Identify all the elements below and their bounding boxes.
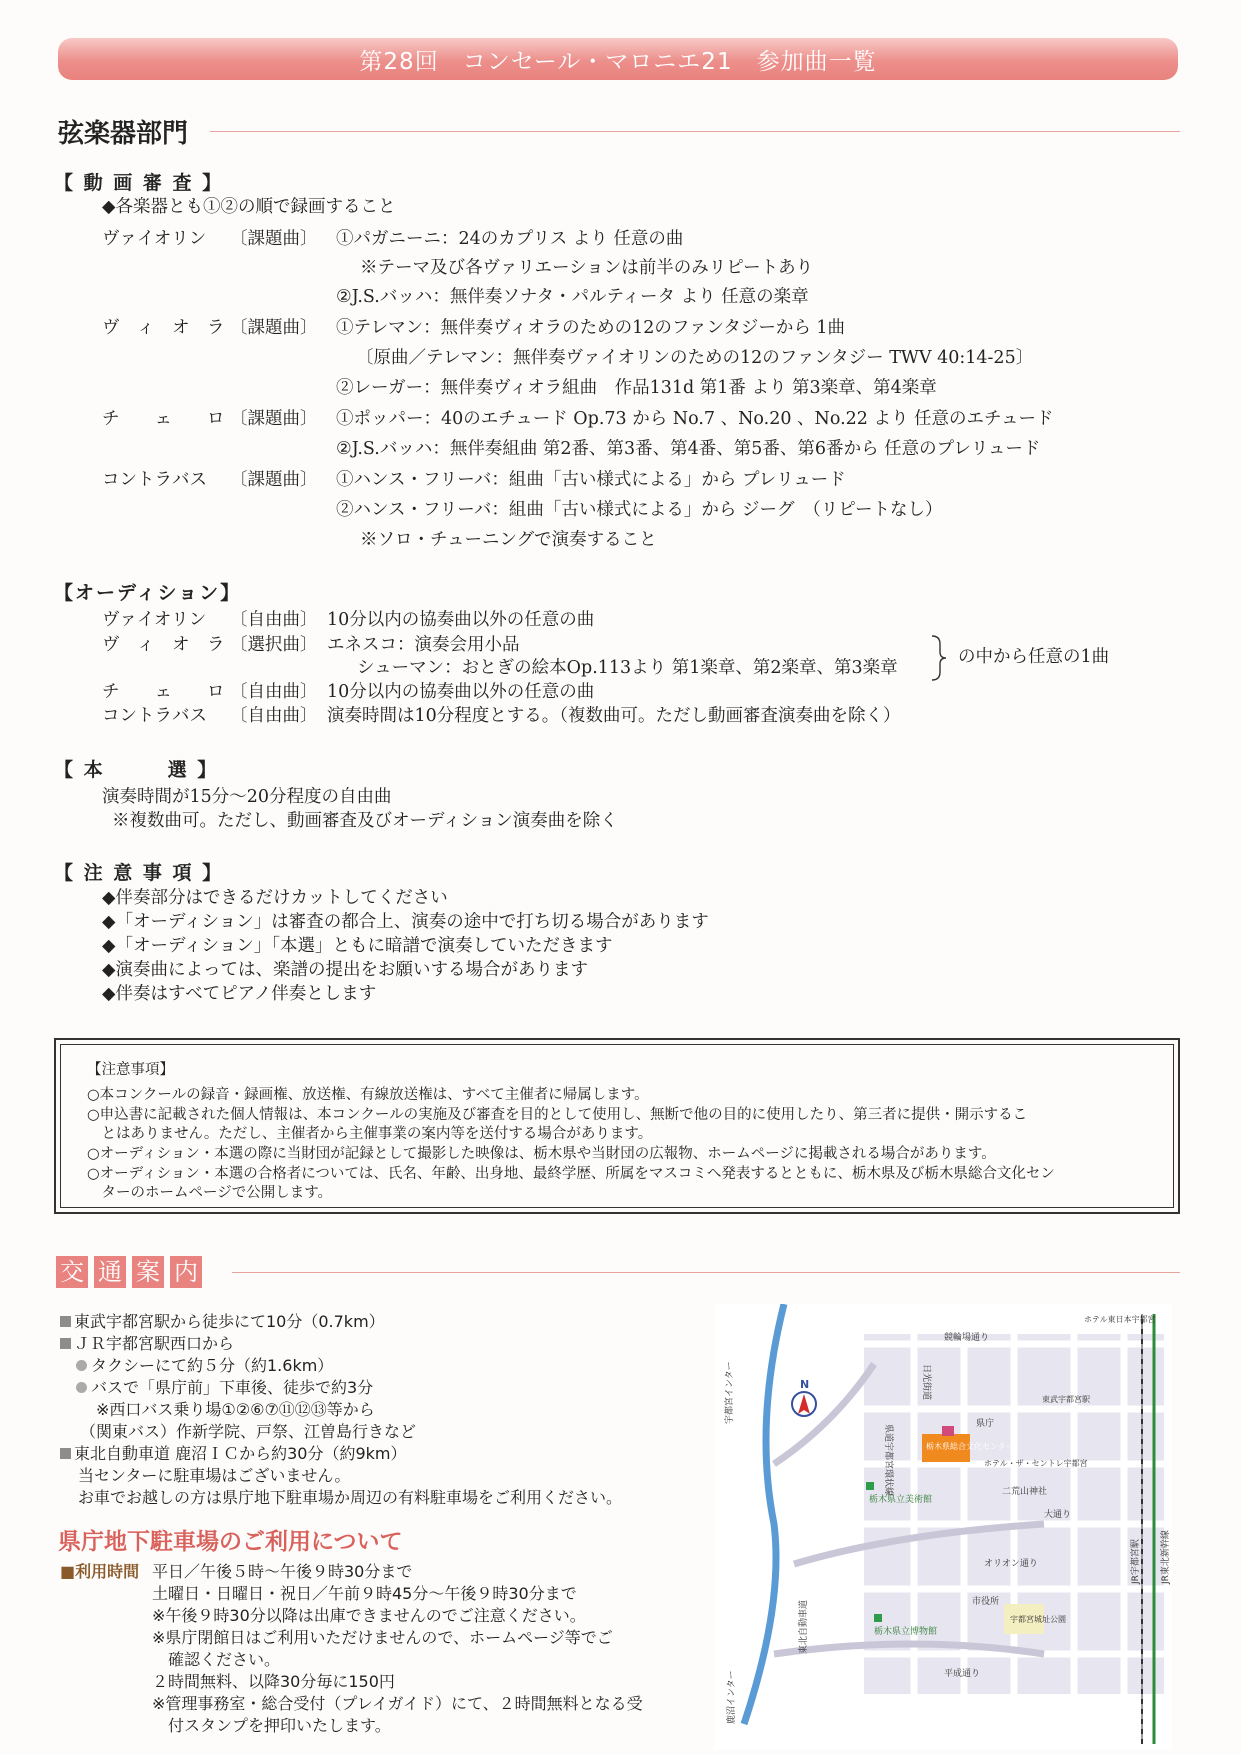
access-line: （関東バス）作新学院、戸祭、江曽島行きなど [80, 1422, 417, 1441]
access-title-char: 案 [132, 1256, 164, 1288]
audition-piece: 10分以内の協奏曲以外の任意の曲 [327, 610, 595, 630]
audition-piece: シューマン：おとぎの絵本Op.113より 第1楽章、第2楽章、第3楽章 [357, 658, 898, 678]
audition-type: 〔自由曲〕 [230, 706, 318, 726]
choice-brace [928, 634, 948, 682]
section-title: 弦楽器部門 [58, 119, 189, 149]
parking-line: ※管理事務室・総合受付（プレイガイド）にて、２時間無料となる受 [152, 1694, 643, 1713]
video-piece: ①テレマン：無伴奏ヴィオラのための12のファンタジーから 1曲 [336, 318, 846, 338]
notice-heading: 【注意事項】 [87, 1062, 174, 1078]
final-line: 演奏時間が15分～20分程度の自由曲 [102, 787, 392, 807]
access-rule [232, 1272, 1180, 1273]
access-title-char: 交 [56, 1256, 88, 1288]
notice-line: ○申込書に記載された個人情報は、本コンクールの実施及び審査を目的として使用し、無断で他の目的に使用したり、第三者に提供・開示するこ [87, 1107, 1028, 1123]
audition-piece: 演奏時間は10分程度とする。（複数曲可。ただし動画審査演奏曲を除く） [327, 706, 901, 726]
audition-piece: エネスコ：演奏会用小品 [327, 635, 520, 655]
parking-line: 付スタンプを押印いたします。 [152, 1716, 391, 1735]
parking-line: ２時間無料、以降30分毎に150円 [152, 1672, 395, 1691]
video-heading: 【 動 画 審 査 】 [54, 172, 224, 194]
notice-line: とはありません。ただし、主催者から主催事業の案内等を送付する場合があります。 [87, 1126, 653, 1142]
map-label: 市役所 [972, 1597, 1000, 1607]
map-label: 東北自動車道 [799, 1599, 809, 1654]
parking-line: 平日／午後５時～午後９時30分まで [152, 1562, 413, 1581]
map-label: 競輪場通り [944, 1333, 990, 1343]
audition-type: 〔選択曲〕 [230, 635, 318, 655]
final-heading: 【 本 選 】 [54, 759, 219, 781]
notice-box [54, 1038, 1180, 1214]
map-label: 宇都宮インター [725, 1361, 735, 1424]
video-type: 〔課題曲〕 [230, 409, 318, 429]
video-piece: ※テーマ及び各ヴァリエーションは前半のみリピートあり [360, 258, 814, 278]
audition-instrument: ヴァイオリン [102, 610, 207, 630]
bullet-dot [76, 1360, 87, 1371]
notice-line: ○オーディション・本選の合格者については、氏名、年齢、出身地、最終学歴、所属をマスコミへ発表するとともに、栃木県及び栃木県総合文化セン [87, 1166, 1055, 1182]
video-piece: ①ポッパー：40のエチュード Op.73 から No.7 、No.20 、No.22 より 任意のエチュード [336, 409, 1054, 429]
video-piece: ②J.S.バッハ：無伴奏組曲 第2番、第3番、第4番、第5番、第6番から 任意のプレリュード [336, 439, 1041, 459]
bullet-square [60, 1338, 71, 1349]
video-instrument: コントラバス [102, 470, 207, 490]
caution-line: ◆「オーディション」は審査の都合上、演奏の途中で打ち切る場合があります [102, 912, 709, 932]
audition-heading: 【オーディション】 [54, 582, 242, 604]
parking-line: ※県庁閉館日はご利用いただけませんので、ホームページ等でご [152, 1628, 613, 1647]
map-label: 東武宇都宮駅 [1042, 1395, 1090, 1404]
video-type: 〔課題曲〕 [230, 229, 318, 249]
access-map [714, 1304, 1172, 1750]
final-line: ※複数曲可。ただし、動画審査及びオーディション演奏曲を除く [112, 811, 618, 831]
map-label: 大通り [1044, 1510, 1072, 1520]
notice-line: ○本コンクールの録音・録画権、放送権、有線放送権は、すべて主催者に帰属します。 [87, 1087, 649, 1103]
caution-line: ◆伴奏部分はできるだけカットしてください [102, 888, 448, 908]
video-instrument: ヴ ィ オ ラ [102, 318, 225, 338]
map-label: 県庁 [976, 1419, 995, 1429]
access-title-char: 内 [170, 1256, 202, 1288]
caution-line: ◆演奏曲によっては、楽譜の提出をお願いする場合があります [102, 960, 588, 980]
audition-instrument: ヴ ィ オ ラ [102, 635, 225, 655]
video-instrument: ヴァイオリン [102, 229, 207, 249]
map-label: 日光街道 [921, 1364, 931, 1401]
map-label: ホテル・ザ・セントレ宇都宮 [984, 1459, 1088, 1468]
map-label: JR宇都宮駅 [1131, 1539, 1141, 1584]
bullet-square [60, 1316, 71, 1327]
notice-line: ターのホームページで公開します。 [87, 1185, 333, 1201]
parking-title: 県庁地下駐車場のご利用について [58, 1529, 403, 1555]
bullet-square [60, 1448, 71, 1459]
audition-piece: 10分以内の協奏曲以外の任意の曲 [327, 682, 595, 702]
banner-title: 第28回 コンセール・マロニエ21 参加曲一覧 [359, 48, 877, 75]
map-label: 栃木県立博物館 [874, 1627, 938, 1637]
access-line: 当センターに駐車場はございません。 [78, 1466, 351, 1485]
access-line: 東北自動車道 鹿沼ＩＣから約30分（約9km） [60, 1446, 406, 1462]
map-label: 鹿沼インター [727, 1670, 737, 1724]
audition-instrument: コントラバス [102, 706, 207, 726]
access-title-char: 通 [94, 1256, 126, 1288]
access-line: タクシーにて約５分（約1.6km） [76, 1358, 333, 1374]
video-piece: ①ハンス・フリーバ：組曲「古い様式による」から プレリュード [336, 470, 846, 490]
parking-line: 土曜日・日曜日・祝日／午前９時45分～午後９時30分まで [152, 1584, 577, 1603]
video-piece: 〔原曲／テレマン：無伴奏ヴァイオリンのための12のファンタジー TWV 40:14-25〕 [356, 348, 1034, 368]
video-type: 〔課題曲〕 [230, 318, 318, 338]
audition-instrument: チ ェ ロ [102, 682, 225, 702]
title-banner [58, 38, 1178, 80]
compass-label: N [800, 1378, 810, 1391]
notice-line: ○オーディション・本選の際に当財団が記録として撮影した映像は、栃木県や当財団の広報物、ホームページに掲載される場合があります。 [87, 1146, 996, 1162]
map-label: 宇都宮城址公園 [1010, 1615, 1066, 1624]
video-piece: ②J.S.バッハ：無伴奏ソナタ・パルティータ より 任意の楽章 [336, 287, 809, 307]
video-instruction: ◆各楽器とも①②の順で録画すること [102, 197, 396, 217]
venue-label: 栃木県総合文化センター [926, 1442, 1014, 1451]
section-rule [210, 131, 1180, 132]
access-line: ＪＲ宇都宮駅西口から [60, 1336, 234, 1352]
caution-line: ◆伴奏はすべてピアノ伴奏とします [102, 984, 377, 1004]
video-piece: ②ハンス・フリーバ：組曲「古い様式による」から ジーグ （リピートなし） [336, 500, 943, 520]
video-piece: ①パガニーニ：24のカプリス より 任意の曲 [336, 229, 684, 249]
cautions-heading: 【 注 意 事 項 】 [54, 862, 224, 884]
access-line: 東武宇都宮駅から徒歩にて10分（0.7km） [60, 1314, 385, 1330]
video-piece: ※ソロ・チューニングで演奏すること [360, 530, 657, 550]
map-label: 県道宇都宮環状線 [883, 1424, 893, 1497]
access-line: お車でお越しの方は県庁地下駐車場か周辺の有料駐車場をご利用ください。 [78, 1488, 623, 1507]
map-label: ホテル東日本宇都宮 [1084, 1315, 1156, 1324]
parking-line: 確認ください。 [152, 1650, 281, 1669]
access-line: ※西口バス乗り場①②⑥⑦⑪⑫⑬等から [96, 1400, 375, 1419]
video-piece: ②レーガー：無伴奏ヴィオラ組曲 作品131d 第1番 より 第3楽章、第4楽章 [336, 378, 937, 398]
audition-type: 〔自由曲〕 [230, 682, 318, 702]
bullet-dot [76, 1382, 87, 1393]
map-label: 栃木県立美術館 [869, 1495, 933, 1505]
video-instrument: チ ェ ロ [102, 409, 225, 429]
map-label: JR東北新幹線 [1161, 1530, 1171, 1584]
access-title [56, 1256, 208, 1288]
video-type: 〔課題曲〕 [230, 470, 318, 490]
parking-label: ■利用時間 [60, 1562, 140, 1581]
map-label: オリオン通り [984, 1559, 1038, 1569]
audition-type: 〔自由曲〕 [230, 610, 318, 630]
access-line: バスで「県庁前」下車後、徒歩で約3分 [76, 1380, 373, 1396]
map-label: 平成通り [944, 1669, 981, 1679]
caution-line: ◆「オーディション」「本選」ともに暗譜で演奏していただきます [102, 936, 613, 956]
choice-note: の中から任意の1曲 [958, 647, 1110, 667]
map-label: 二荒山神社 [1002, 1487, 1048, 1497]
parking-line: ※午後９時30分以降は出庫できませんのでご注意ください。 [152, 1606, 586, 1625]
